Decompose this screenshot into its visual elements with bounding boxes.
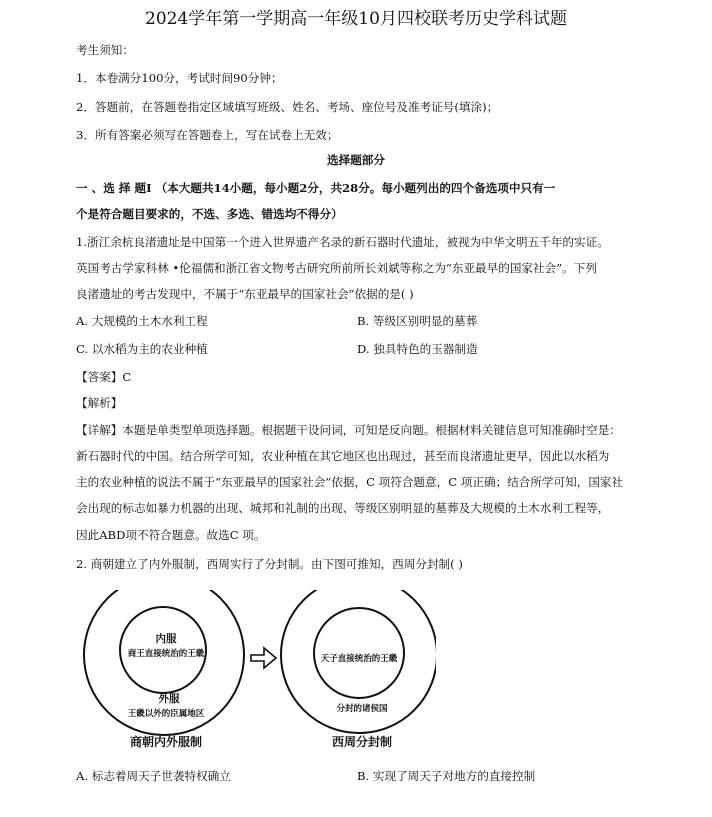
- q2-diagram: [76, 590, 436, 759]
- q1-analysis-heading: 【解析】: [76, 396, 123, 410]
- q2-option-a: A. 标志着周天子世袭特权确立: [76, 769, 231, 783]
- q1-detail-line5: 因此ABD项不符合题意。故选C 项。: [76, 528, 266, 542]
- left-inner-sub: 商王直接统治的王畿: [127, 649, 205, 659]
- q1-answer: 【答案】C: [76, 370, 132, 384]
- q2-option-b: B. 实现了周天子对地方的直接控制: [357, 769, 536, 783]
- section-title: 选择题部分: [327, 153, 385, 167]
- notice-item-2: 2．答题前，在答题卷指定区域填写班级、姓名、考场、座位号及准考证号(填涂)；: [76, 100, 499, 114]
- notice-heading: 考生须知：: [76, 43, 134, 57]
- q1-option-d: D. 独具特色的玉器制造: [357, 342, 478, 356]
- q1-detail-line4: 会出现的标志如暴力机器的出现、城邦和礼制的出现、等级区别明显的墓葬及大规模的土木水利工程等，: [76, 501, 610, 515]
- notice-item-1: 1．本卷满分100分，考试时间90分钟；: [76, 71, 283, 85]
- q1-detail-line2: 新石器时代的中国。结合所学可知，农业种植在其它地区也出现过，甚至而良渚遗址更早，因此以水稻为: [76, 449, 610, 463]
- q1-option-b: B. 等级区别明显的墓葬: [357, 314, 478, 328]
- q1-stem-line3: 良渚遗址的考古发现中，不属于“东亚最早的国家社会”依据的是( ): [76, 287, 414, 301]
- right-caption: 西周分封制: [331, 735, 393, 749]
- left-inner-title: 内服: [155, 633, 177, 645]
- part1-instruction-line2: 个是符合题目要求的，不选、多选、错选均不得分）: [76, 207, 343, 221]
- right-outer-label: 分封的诸侯国: [336, 704, 388, 714]
- page-title: 2024学年第一学期高一年级10月四校联考历史学科试题: [145, 9, 567, 29]
- q1-option-a: A. 大规模的土木水利工程: [76, 314, 208, 328]
- part1-instruction-line1: 一 、选 择 题Ⅰ （本大题共14小题，每小题2分，共28分。每小题列出的四个备选项中只有一: [76, 181, 556, 195]
- notice-item-3: 3．所有答案必须写在答题卷上，写在试卷上无效；: [76, 128, 339, 142]
- left-caption: 商朝内外服制: [129, 735, 203, 749]
- q1-option-c: C. 以水稻为主的农业种植: [76, 342, 208, 356]
- q1-stem-line2: 英国考古学家科林 •伦福儒和浙江省文物考古研究所前所长刘斌等称之为“东亚最早的国家社会”。下列: [76, 261, 597, 275]
- arrow-icon: [251, 648, 276, 668]
- q2-stem: 2. 商朝建立了内外服制，西周实行了分封制。由下图可推知，西周分封制( ): [76, 557, 463, 571]
- q1-detail-line1: 【详解】本题是单类型单项选择题。根据题干设问词，可知是反向题。根据材料关键信息可知准确时空是：: [76, 423, 621, 437]
- q1-detail-line3: 主的农业种植的说法不属于“东亚最早的国家社会”依据，C 项符合题意，C 项正确；结合所学可知，国家社: [76, 475, 624, 489]
- left-outer-title: 外服: [158, 693, 180, 705]
- right-inner-label: 天子直接统治的王畿: [320, 654, 398, 664]
- right-inner-circle: [314, 608, 404, 698]
- left-outer-sub: 王畿以外的臣属地区: [127, 709, 205, 719]
- q1-stem-line1: 1.浙江余杭良渚遗址是中国第一个进入世界遗产名录的新石器时代遗址，被视为中华文明五千年的实证。: [76, 235, 609, 249]
